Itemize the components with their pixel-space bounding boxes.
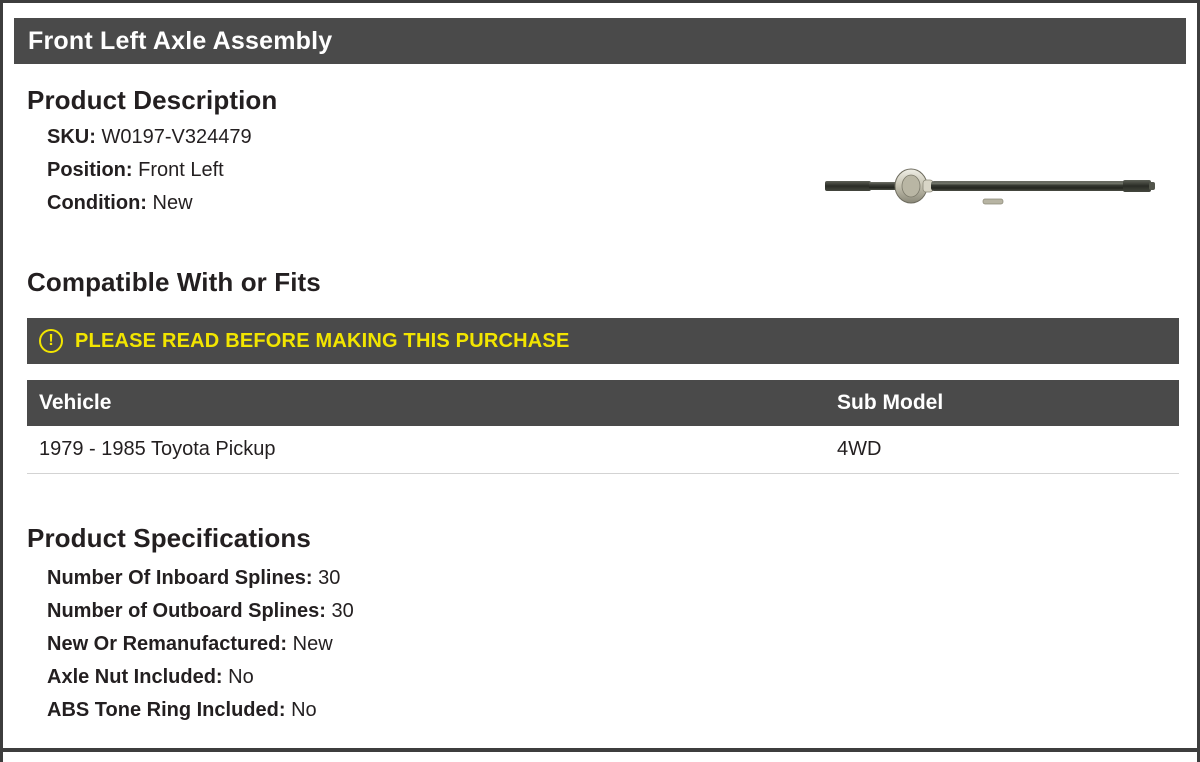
detail-condition bbox=[47, 192, 193, 215]
spec-abs-tone-ring-included-value: No bbox=[291, 699, 317, 721]
spec-inboard-splines-label: Number Of Inboard Splines: bbox=[47, 567, 313, 589]
detail-condition-value: New bbox=[152, 192, 193, 214]
cell-vehicle: 1979 - 1985 Toyota Pickup bbox=[27, 426, 825, 474]
spec-abs-tone-ring-included bbox=[47, 699, 317, 722]
spec-abs-tone-ring-included-label: ABS Tone Ring Included: bbox=[47, 699, 286, 721]
fitment-table bbox=[27, 380, 1179, 474]
detail-position-value: Front Left bbox=[138, 159, 224, 181]
page-title-bar bbox=[14, 18, 1186, 64]
spec-outboard-splines bbox=[47, 600, 354, 623]
detail-sku-label: SKU: bbox=[47, 126, 96, 148]
detail-sku-value: W0197-V324479 bbox=[101, 126, 252, 148]
detail-condition-label: Condition: bbox=[47, 192, 147, 214]
spec-axle-nut-included-label: Axle Nut Included: bbox=[47, 666, 223, 688]
spec-new-or-remanufactured-label: New Or Remanufactured: bbox=[47, 633, 288, 655]
spec-new-or-remanufactured bbox=[47, 633, 333, 656]
bottom-divider bbox=[3, 748, 1197, 752]
spec-inboard-splines-value: 30 bbox=[318, 567, 341, 589]
exclamation-glyph: ! bbox=[48, 332, 54, 349]
column-header-vehicle: Vehicle bbox=[27, 380, 825, 426]
purchase-warning-text: PLEASE READ BEFORE MAKING THIS PURCHASE bbox=[75, 329, 570, 352]
page-title: Front Left Axle Assembly bbox=[28, 26, 333, 55]
exclamation-circle-icon bbox=[39, 329, 63, 353]
detail-sku bbox=[47, 126, 252, 149]
detail-position-label: Position: bbox=[47, 159, 133, 181]
cell-sub-model: 4WD bbox=[825, 426, 1179, 474]
spec-inboard-splines bbox=[47, 567, 340, 590]
purchase-warning-bar bbox=[27, 318, 1179, 364]
spec-axle-nut-included bbox=[47, 666, 254, 689]
section-heading-compatibility: Compatible With or Fits bbox=[27, 267, 321, 297]
section-heading-product-description: Product Description bbox=[27, 85, 278, 115]
spec-outboard-splines-label: Number of Outboard Splines: bbox=[47, 600, 326, 622]
spec-outboard-splines-value: 30 bbox=[331, 600, 354, 622]
fitment-table-header-row bbox=[27, 380, 1179, 426]
product-image-axle bbox=[823, 143, 1183, 233]
column-header-sub-model: Sub Model bbox=[825, 380, 1179, 426]
detail-position bbox=[47, 159, 224, 182]
section-heading-specifications: Product Specifications bbox=[27, 523, 311, 553]
table-row bbox=[27, 426, 1179, 474]
spec-axle-nut-included-value: No bbox=[228, 666, 254, 688]
spec-new-or-remanufactured-value: New bbox=[292, 633, 333, 655]
